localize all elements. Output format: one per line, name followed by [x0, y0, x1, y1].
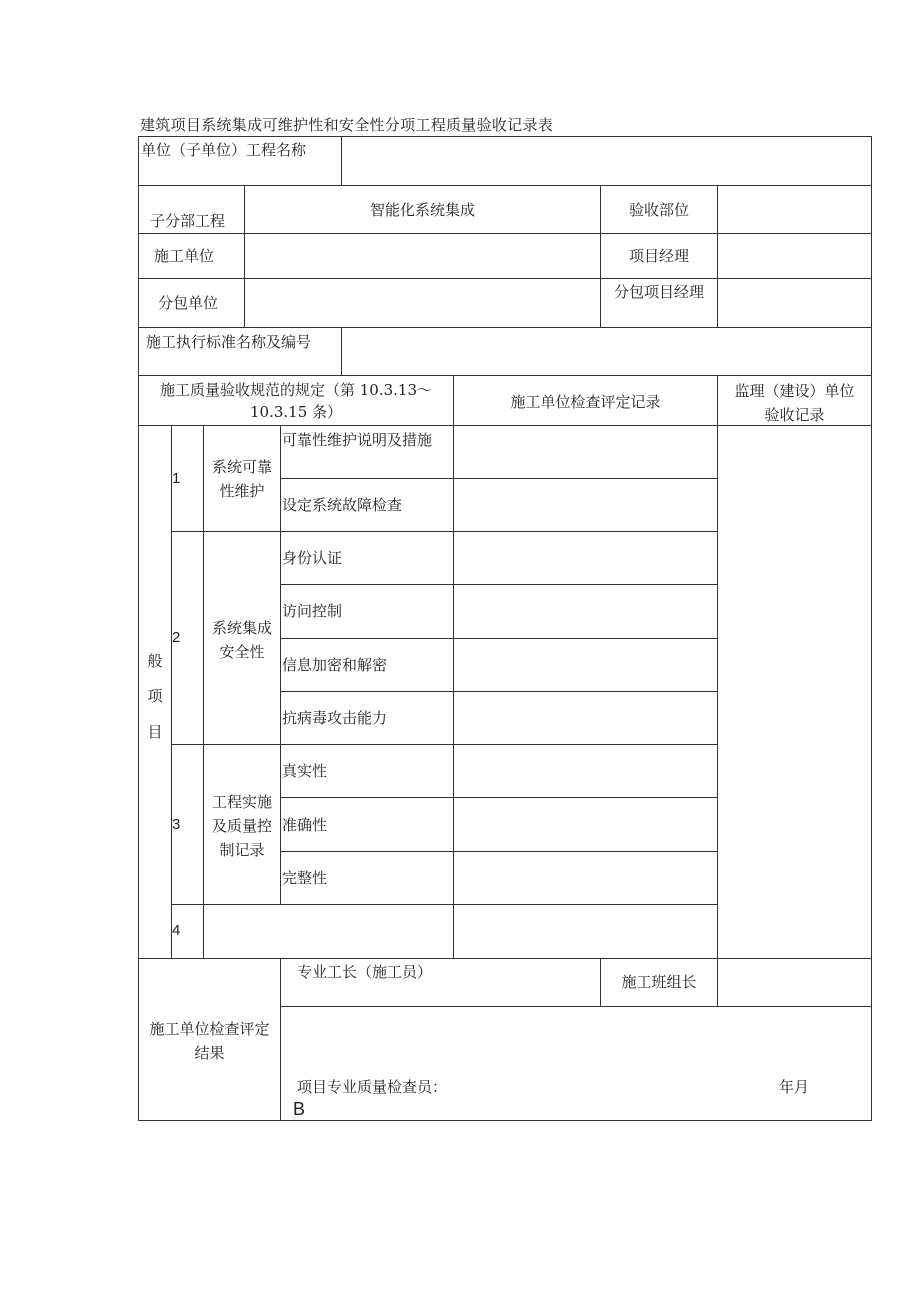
- subcontractor-label: 分包单位: [158, 294, 219, 312]
- group-number: 1: [172, 470, 181, 487]
- row-divider: [138, 233, 872, 234]
- row-divider: [280, 691, 718, 692]
- supervision-header-line2: 验收记录: [764, 406, 825, 424]
- result-label-line1: 施工单位检查评定: [149, 1020, 270, 1038]
- check-item: 真实性: [282, 762, 328, 780]
- col-divider: [280, 958, 281, 1121]
- row-divider: [138, 327, 872, 328]
- check-item: 访问控制: [282, 602, 343, 620]
- check-record-header: 施工单位检查评定记录: [510, 393, 661, 411]
- spec-header-line1: 施工质量验收规范的规定（第 10.3.13～: [159, 381, 433, 399]
- project-name-label: 单位（子单位）工程名称: [141, 141, 307, 159]
- group-name: 工程实施: [211, 793, 272, 811]
- check-item: 完整性: [282, 869, 328, 887]
- check-item: 准确性: [282, 816, 328, 834]
- row-divider: [280, 851, 718, 852]
- row-divider: [171, 904, 718, 905]
- project-manager-label: 项目经理: [628, 247, 689, 265]
- group-number: 2: [172, 629, 181, 646]
- group-number: 3: [172, 816, 181, 833]
- col-divider: [717, 958, 718, 1006]
- foreman-label: 专业工长（施工员）: [297, 963, 433, 981]
- row-divider: [280, 478, 718, 479]
- form-title: 建筑项目系统集成可维护性和安全性分项工程质量验收记录表: [140, 116, 554, 134]
- row-divider: [138, 185, 872, 186]
- table-top-border: [138, 136, 872, 137]
- subdivision-label: 子分部工程: [150, 212, 226, 230]
- row-divider: [280, 584, 718, 585]
- row-divider: [280, 1006, 872, 1007]
- general-items-label: 般: [147, 652, 163, 670]
- col-divider: [171, 425, 172, 958]
- inspector-label: 项目专业质量检查员：: [297, 1078, 448, 1096]
- check-item: 身份认证: [282, 549, 343, 567]
- team-leader-label: 施工班组长: [621, 973, 697, 991]
- acceptance-part-label: 验收部位: [628, 201, 689, 219]
- general-items-label: 目: [147, 723, 163, 741]
- footer-mark: B: [293, 1099, 306, 1119]
- sub-project-manager-label: 分包项目经理: [613, 283, 704, 301]
- col-divider: [203, 425, 204, 958]
- check-item: 信息加密和解密: [282, 656, 388, 674]
- row-divider: [171, 744, 718, 745]
- table-right-border: [871, 136, 872, 1121]
- group-number: 4: [172, 922, 181, 939]
- row-divider: [280, 638, 718, 639]
- group-name: 及质量控: [211, 817, 272, 835]
- col-divider: [341, 136, 342, 185]
- result-label-line2: 结果: [194, 1044, 225, 1062]
- general-items-label: 项: [147, 687, 163, 705]
- group-name: 安全性: [219, 643, 265, 661]
- row-divider: [171, 531, 718, 532]
- group-name: 制记录: [219, 841, 265, 859]
- table-left-border: [138, 136, 139, 1121]
- group-name: 性维护: [219, 482, 265, 500]
- check-item: 抗病毒攻击能力: [282, 709, 388, 727]
- check-item: 可靠性维护说明及措施: [282, 431, 433, 449]
- check-item: 设定系统故障检查: [282, 496, 403, 514]
- construction-unit-label: 施工单位: [154, 247, 215, 265]
- row-divider: [138, 278, 872, 279]
- spec-header-line2: 10.3.15 条）: [249, 403, 343, 421]
- date-label: 年月: [779, 1078, 810, 1096]
- group-name: 系统可靠: [211, 458, 272, 476]
- row-divider: [138, 375, 872, 376]
- subdivision-value[interactable]: 智能化系统集成: [369, 201, 475, 219]
- group-name: 系统集成: [211, 619, 272, 637]
- col-divider: [280, 425, 281, 904]
- col-divider: [341, 327, 342, 375]
- row-divider: [138, 958, 872, 959]
- table-bottom-border: [138, 1120, 872, 1121]
- row-divider: [280, 797, 718, 798]
- col-divider: [717, 185, 718, 327]
- standard-label: 施工执行标准名称及编号: [146, 333, 312, 351]
- supervision-header-line1: 监理（建设）单位: [734, 382, 855, 400]
